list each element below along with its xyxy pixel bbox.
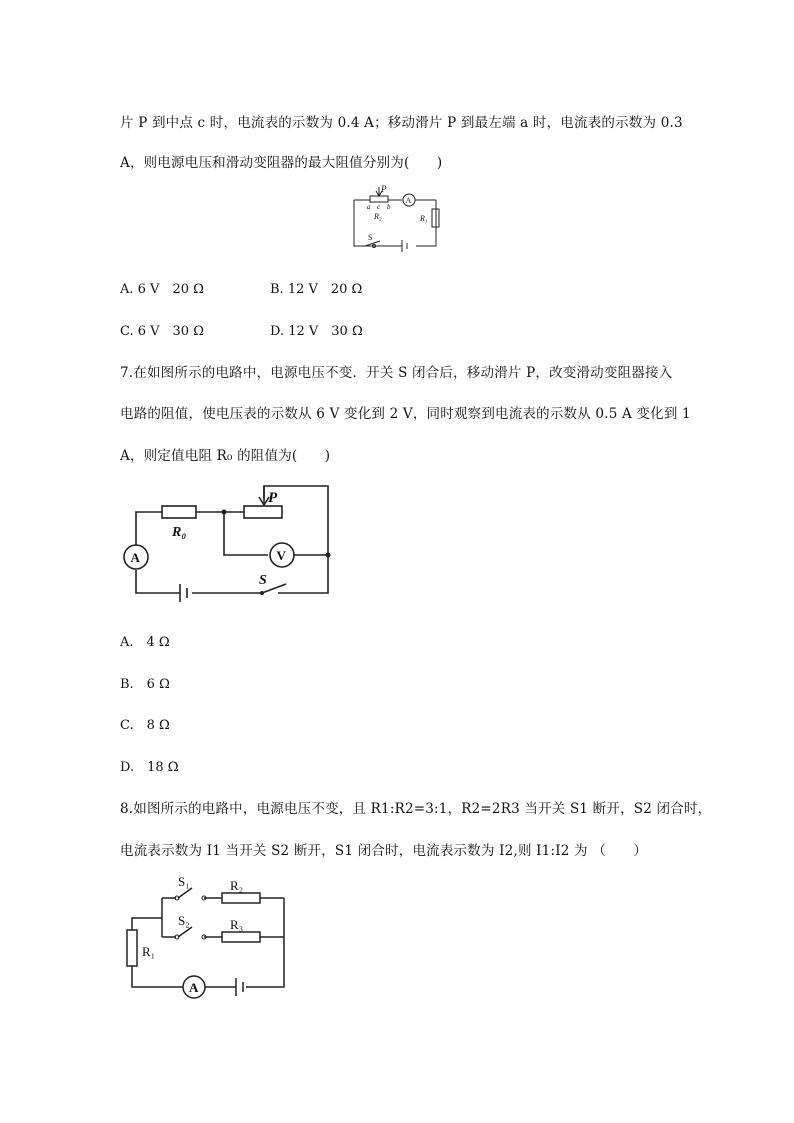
q7-label-V: V [276,548,286,563]
q6-option-a[interactable]: A. 6 V 20 Ω [120,282,204,297]
q7-label-P: P [268,490,278,506]
q7-label-R0: R₀ [172,525,187,540]
q8-label-R3: R₃ [230,917,244,932]
q6-label-b: b [387,203,391,211]
q6-option-b[interactable]: B. 12 V 20 Ω [270,282,363,297]
q6-stem-line2: A，则电源电压和滑动变阻器的最大阻值分别为( ) [120,155,443,171]
q6-label-R1: R₁ [420,214,428,223]
q7-stem-line3: A，则定值电阻 R₀ 的阻值为( ) [120,448,331,464]
q7-stem-line2: 电路的阻值，使电压表的示数从 6 V 变化到 2 V，同时观察到电流表的示数从 0.5 A 变化到 1 [120,406,691,422]
q6-label-R2: R₂ [374,212,382,221]
q8-label-R2: R₂ [230,878,244,893]
q6-label-S: S [368,233,373,242]
q6-stem-line1: 片 P 到中点 c 时，电流表的示数为 0.4 A；移动滑片 P 到最左端 a 时，电流表的示数为 0.3 [120,115,683,131]
q6-option-c[interactable]: C. 6 V 30 Ω [120,324,204,339]
q6-label-A: A [405,196,412,205]
q6-label-a: a [367,203,371,211]
q7-option-a[interactable]: A. 4 Ω [120,635,170,650]
q8-label-A: A [189,980,199,995]
q8-stem-line2: 电流表示数为 I1 当开关 S2 断开，S1 闭合时，电流表示数为 I2,则 I1:I2 为 （ ） [120,843,648,859]
q8-label-R1: R₁ [142,944,156,959]
q7-option-c[interactable]: C. 8 Ω [120,718,170,733]
q7-option-b[interactable]: B. 6 Ω [120,677,170,692]
q6-label-c: c [377,203,381,211]
q8-stem-line1: 8.如图所示的电路中，电源电压不变，且 R1:R2=3:1，R2=2R3 当开关 S1 断开，S2 闭合时， [120,801,712,817]
q7-stem-line1: 7.在如图所示的电路中，电源电压不变．开关 S 闭合后，移动滑片 P，改变滑动变阻器接入 [120,365,673,381]
q7-option-d[interactable]: D. 18 Ω [120,760,179,775]
q8-label-S1: S₁ [178,874,190,889]
q8-label-S2: S₂ [178,913,190,928]
q7-label-A: A [130,550,140,565]
q7-label-S: S [259,573,267,588]
q6-option-d[interactable]: D. 12 V 30 Ω [270,324,363,339]
q6-label-P: P [381,184,387,194]
